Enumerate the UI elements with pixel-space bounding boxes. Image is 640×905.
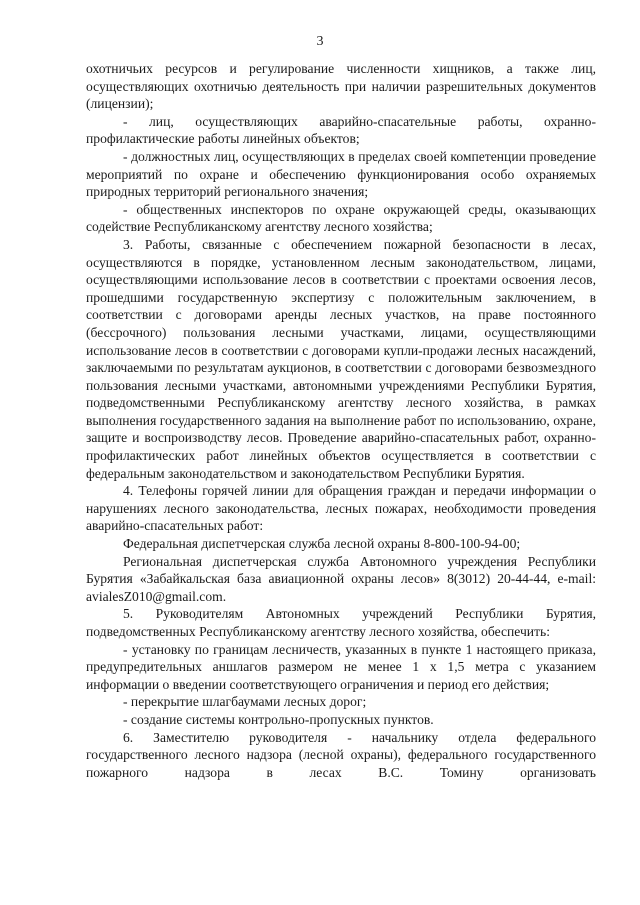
paragraph-item-3: 3. Работы, связанные с обеспечением пожарной безопасности в лесах, осуществляются в порядке, установленном лесным законодательством, лицами, осуществляющими использование лесов в соответствии с проектами освоения лесов, прошедшими государственную экспертизу с положительным заключением, в соответствии с договорами аренды лесных участков, на праве постоянного (бессрочного) пользования лесными участками, лицами, осуществляющими использование лесов в соответствии с договорами купли-продажи лесных насаждений, заключаемыми по результатам аукционов, в соответствии с договорами безвозмездного пользования лесными участками, автономными учреждениями Республики Бурятия, подведомственными Республиканскому агентству лесного хозяйства, в рамках выполнения государственного задания на выполнение работ по использованию, охране, защите и воспроизводству лесов. Проведение аварийно-спасательных работ, охранно-профилактических работ линейных объектов осуществляется в соответствии с федеральным законодательством и законодательством Республики Бурятия.: [86, 236, 596, 481]
paragraph-public-inspectors: - общественных инспекторов по охране окружающей среды, оказывающих содействие Республиканскому агентству лесного хозяйства;: [86, 201, 596, 235]
paragraph-federal-hotline: Федеральная диспетчерская служба лесной охраны 8-800-100-94-00;: [123, 536, 521, 552]
paragraph-checkpoints: - создание системы контрольно-пропускных пунктов.: [123, 711, 434, 727]
paragraph-signs: - установку по границам лесничеств, указанных в пункте 1 настоящего приказа, предупредительных аншлагов размером не менее 1 x 1,5 метра с указанием информации о введении соответствующего ограничения и период его действия;: [86, 641, 596, 692]
paragraph-rescue-workers: - лиц, осуществляющих аварийно-спасательные работы, охранно-профилактические работы линейных объектов;: [86, 113, 596, 147]
paragraph-regional-hotline: Региональная диспетчерская служба Автономного учреждения Республики Бурятия «Забайкальская база авиационной охраны лесов» 8(3012) 20-44-44, e-mail: avialesZ010@gmail.com.: [86, 553, 596, 604]
paragraph-barriers: - перекрытие шлагбаумами лесных дорог;: [123, 694, 367, 710]
paragraph-officials: - должностных лиц, осуществляющих в пределах своей компетенции проведение мероприятий по охране и обеспечению функционирования особо охраняемых природных территорий регионального значения;: [86, 148, 596, 200]
paragraph-item-5: 5. Руководителям Автономных учреждений Республики Бурятия, подведомственных Республиканскому агентству лесного хозяйства, обеспечить:: [86, 606, 596, 639]
page-number: 3: [316, 34, 324, 49]
paragraph-item-4: 4. Телефоны горячей линии для обращения граждан и передачи информации о нарушениях лесного законодательства, лесных пожарах, необходимости проведения аварийно-спасательных работ:: [86, 483, 596, 534]
paragraph-hunters-continued: охотничьих ресурсов и регулирование численности хищников, а также лиц, осуществляющих охотничью деятельность при наличии разрешительных документов (лицензии);: [86, 61, 596, 112]
document-body: [86, 60, 596, 781]
paragraph-item-6: 6. Заместителю руководителя - начальнику отдела федерального государственного лесного надзора (лесной охраны), федерального государственного пожарного надзора в лесах В.С. Томину организовать: [86, 729, 596, 780]
